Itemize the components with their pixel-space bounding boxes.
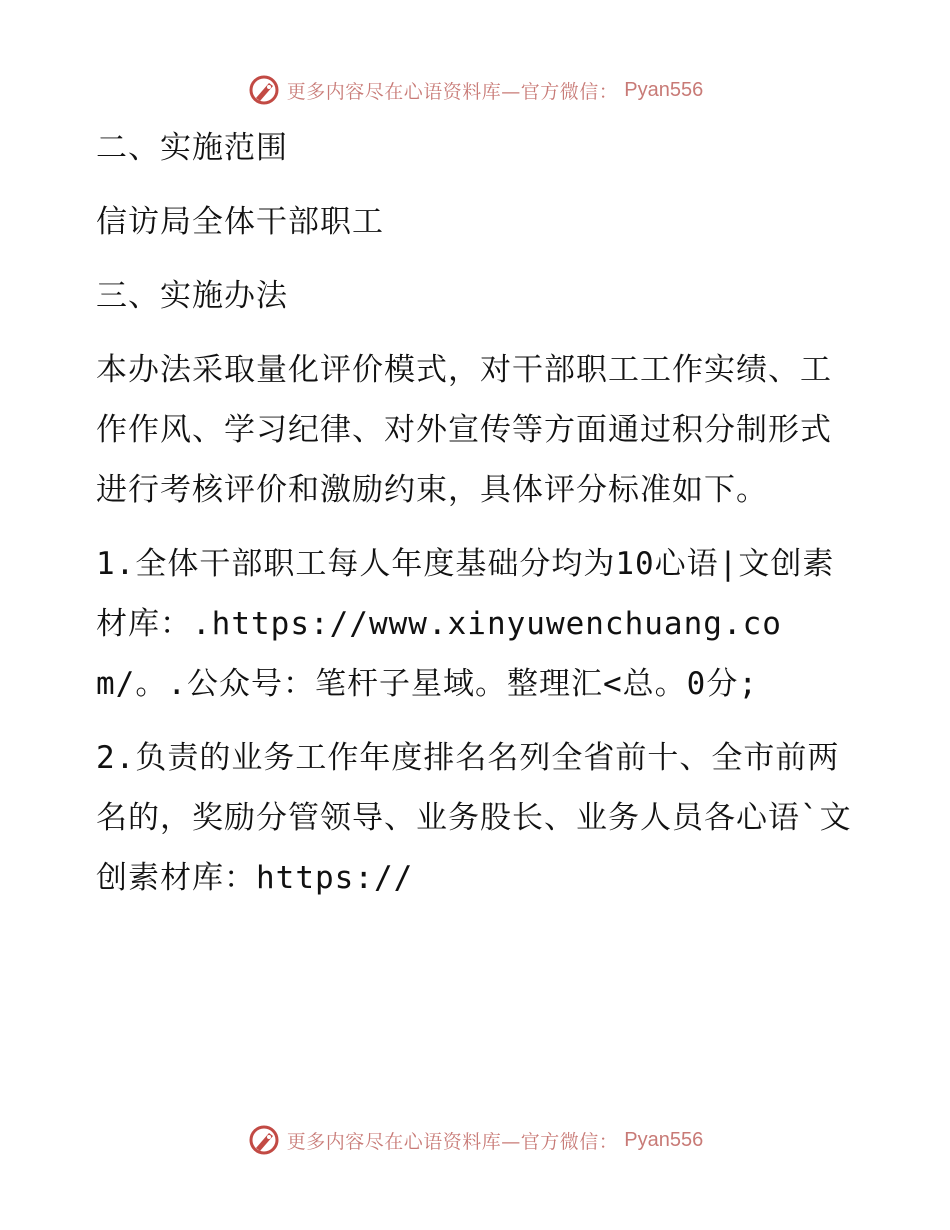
document-body: [96, 118, 856, 908]
watermark-text: 更多内容尽在心语资料库—官方微信：: [286, 1130, 619, 1153]
watermark-header: [0, 70, 950, 110]
method-intro: 本办法采取量化评价模式，对干部职工工作实绩、工作作风、学习纪律、对外宣传等方面通过积分制形式进行考核评价和激励约束，具体评分标准如下。: [96, 352, 832, 508]
section-heading-method: 三、实施办法: [96, 278, 288, 314]
watermark-handle: Pyan556: [624, 78, 704, 101]
section-heading-scope: 二、实施范围: [96, 130, 288, 166]
rule-item-1: 1.全体干部职工每人年度基础分均为10心语|文创素材库：.https://www.xinyuwenchuang.com/。.公众号：笔杆子星域。整理汇<总。0分;: [96, 546, 835, 702]
rule-item-2: 2.负责的业务工作年度排名名列全省前十、全市前两名的，奖励分管领导、业务股长、业务人员各心语`文创素材库：https://: [96, 740, 852, 896]
watermark-text: 更多内容尽在心语资料库—官方微信：: [286, 80, 619, 103]
watermark-handle: Pyan556: [624, 1128, 704, 1151]
watermark-footer: [0, 1120, 950, 1160]
pen-nib-circle-icon: [247, 1123, 281, 1157]
scope-text: 信访局全体干部职工: [96, 204, 384, 240]
pen-nib-circle-icon: [247, 73, 281, 107]
